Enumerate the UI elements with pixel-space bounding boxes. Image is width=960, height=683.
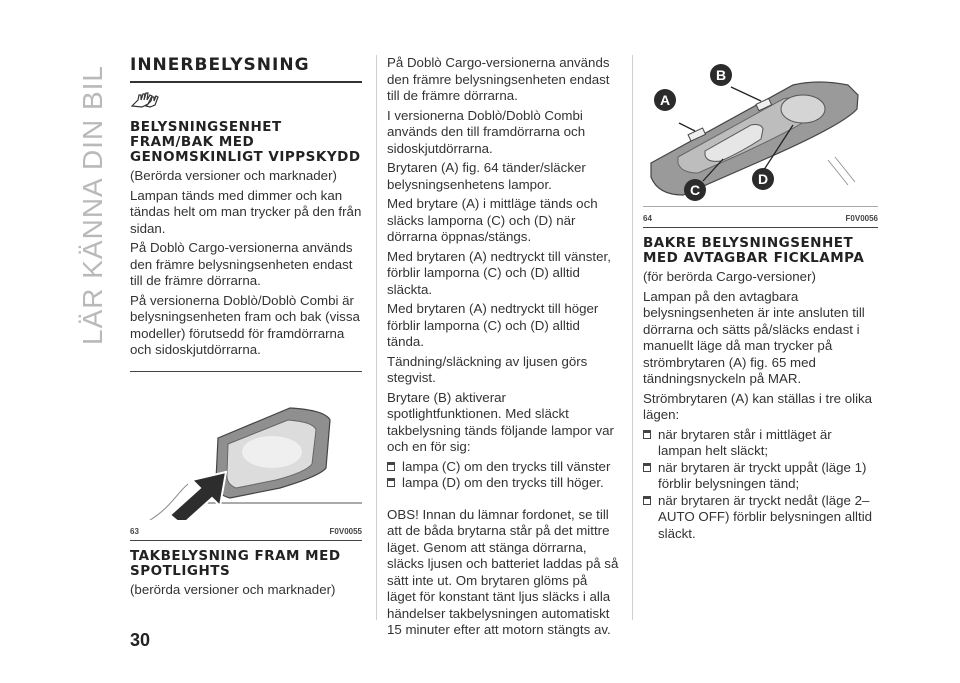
figure-63	[130, 380, 362, 536]
gloves-symbol-icon	[130, 91, 362, 114]
paragraph: Brytare (B) aktiverar spotlightfunktionen. Med släckt takbelysning tänds följande lampor var och en för sig:	[387, 389, 614, 454]
subheading-front-rear-lamp: BELYSNINGSENHET FRAM/BAK MED GENOMSKINLIGT VIPPSKYDD	[130, 119, 361, 165]
column-3	[643, 55, 878, 545]
label-a: A	[659, 92, 671, 108]
note-paragraph: OBS! Innan du lämnar fordonet, se till att de båda brytarna står på det mittre läget. Genom att stänga dörrarna, släcks ljusen och batteriet laddas på så sätt inte ut. Om brytaren glöms på läget för konstant tänt ljus släcks i alla händelser takbelysningen automatiskt 15 minuter efter att motorn stängts av.	[387, 506, 619, 637]
subheading-front-spotlights: TAKBELYSNING FRAM MED SPOTLIGHTS	[130, 547, 341, 579]
side-title-text: LÄR KÄNNA DIN BIL	[77, 65, 108, 345]
title-rule	[130, 81, 362, 83]
paragraph: Med brytaren (A) nedtryckt till höger förblir lamporna (C) och (D) alltid tända.	[387, 301, 599, 349]
list-item	[387, 475, 619, 492]
figure-number: 64	[643, 214, 652, 223]
figure-64	[643, 55, 878, 223]
figure-number: 63	[130, 526, 139, 536]
divider	[130, 540, 362, 541]
list-item	[643, 427, 878, 460]
paragraph: (berörda versioner och marknader)	[130, 581, 336, 597]
bullet-icon	[387, 462, 395, 471]
bullet-icon	[643, 496, 651, 505]
column-1	[130, 55, 362, 601]
paragraph: Med brytaren (A) nedtryckt till vänster, förblir lamporna (C) och (D) alltid släckta.	[387, 248, 611, 297]
label-c: C	[689, 182, 701, 198]
list-item-text: lampa (D) om den trycks till höger.	[402, 475, 604, 490]
section-title: INNERBELYSNING	[130, 55, 310, 75]
bullet-icon	[643, 463, 651, 472]
paragraph: Lampan tänds med dimmer och kan tändas helt om man trycker på den från sidan.	[130, 187, 362, 236]
paragraph: Tändning/släckning av ljusen görs stegvist.	[387, 353, 588, 385]
paragraph: På versionerna Doblò/Doblò Combi är belysningsenheten fram och bak (vissa modeller) förutsedd för framdörrarna och sidoskjutdörrarna.	[130, 292, 360, 357]
list-item	[643, 460, 878, 493]
bullet-icon	[643, 430, 651, 439]
paragraph: På Doblò Cargo-versionerna används den främre belysningsenheten endast till de främre dörrarna.	[130, 240, 353, 288]
paragraph: På Doblò Cargo-versionerna används den främre belysningsenheten endast till de främre dörrarna.	[387, 55, 610, 103]
label-d: D	[757, 171, 769, 187]
paragraph: Brytaren (A) fig. 64 tänder/släcker belysningsenhetens lampor.	[387, 160, 586, 192]
paragraph: Lampan på den avtagbara belysningsenheten är inte ansluten till dörrarna och sätts på/släcks endast i manuellt läge då man trycker på strömbrytaren (A) fig. 65 med tändningsnyckeln på MAR.	[643, 288, 865, 386]
bullet-list	[643, 427, 878, 543]
list-item	[643, 493, 878, 543]
figure-code: F0V0055	[329, 526, 362, 536]
paragraph: I versionerna Doblò/Doblò Combi används den till framdörrarna och sidoskjutdörrarna.	[387, 107, 586, 156]
bullet-icon	[387, 478, 395, 487]
label-b: B	[715, 67, 727, 83]
lamp-illustration-63	[130, 380, 362, 520]
page-number: 30	[130, 630, 151, 650]
column-divider	[632, 55, 633, 620]
list-item-text: när brytaren står i mittläget är lampan helt släckt;	[658, 426, 832, 458]
list-item-text: när brytaren är tryckt nedåt (läge 2–AUTO OFF) förblir belysningen alltid släckt.	[658, 492, 873, 541]
lamp-illustration-64	[643, 55, 878, 207]
bullet-list	[387, 459, 619, 492]
paragraph: (Berörda versioner och marknader)	[130, 168, 337, 183]
column-divider	[376, 55, 377, 620]
paragraph: (för berörda Cargo-versioner)	[643, 269, 816, 284]
paragraph: Strömbrytaren (A) kan ställas i tre olika lägen:	[643, 390, 873, 422]
list-item	[387, 459, 619, 476]
list-item-text: lampa (C) om den trycks till vänster	[402, 458, 611, 474]
list-item-text: när brytaren är tryckt uppåt (läge 1) förblir belysningen tänd;	[658, 459, 867, 491]
subheading-rear-lamp-flashlight: BAKRE BELYSNINGSENHET MED AVTAGBAR FICKLAMPA	[643, 235, 865, 266]
figure-code: F0V0056	[845, 214, 878, 223]
column-2	[387, 55, 619, 642]
paragraph: Med brytare (A) i mittläge tänds och släcks lamporna (C) och (D) när dörrarna öppnas/stängs.	[387, 196, 598, 244]
divider	[130, 371, 362, 372]
divider	[643, 227, 878, 228]
side-title	[78, 40, 108, 370]
